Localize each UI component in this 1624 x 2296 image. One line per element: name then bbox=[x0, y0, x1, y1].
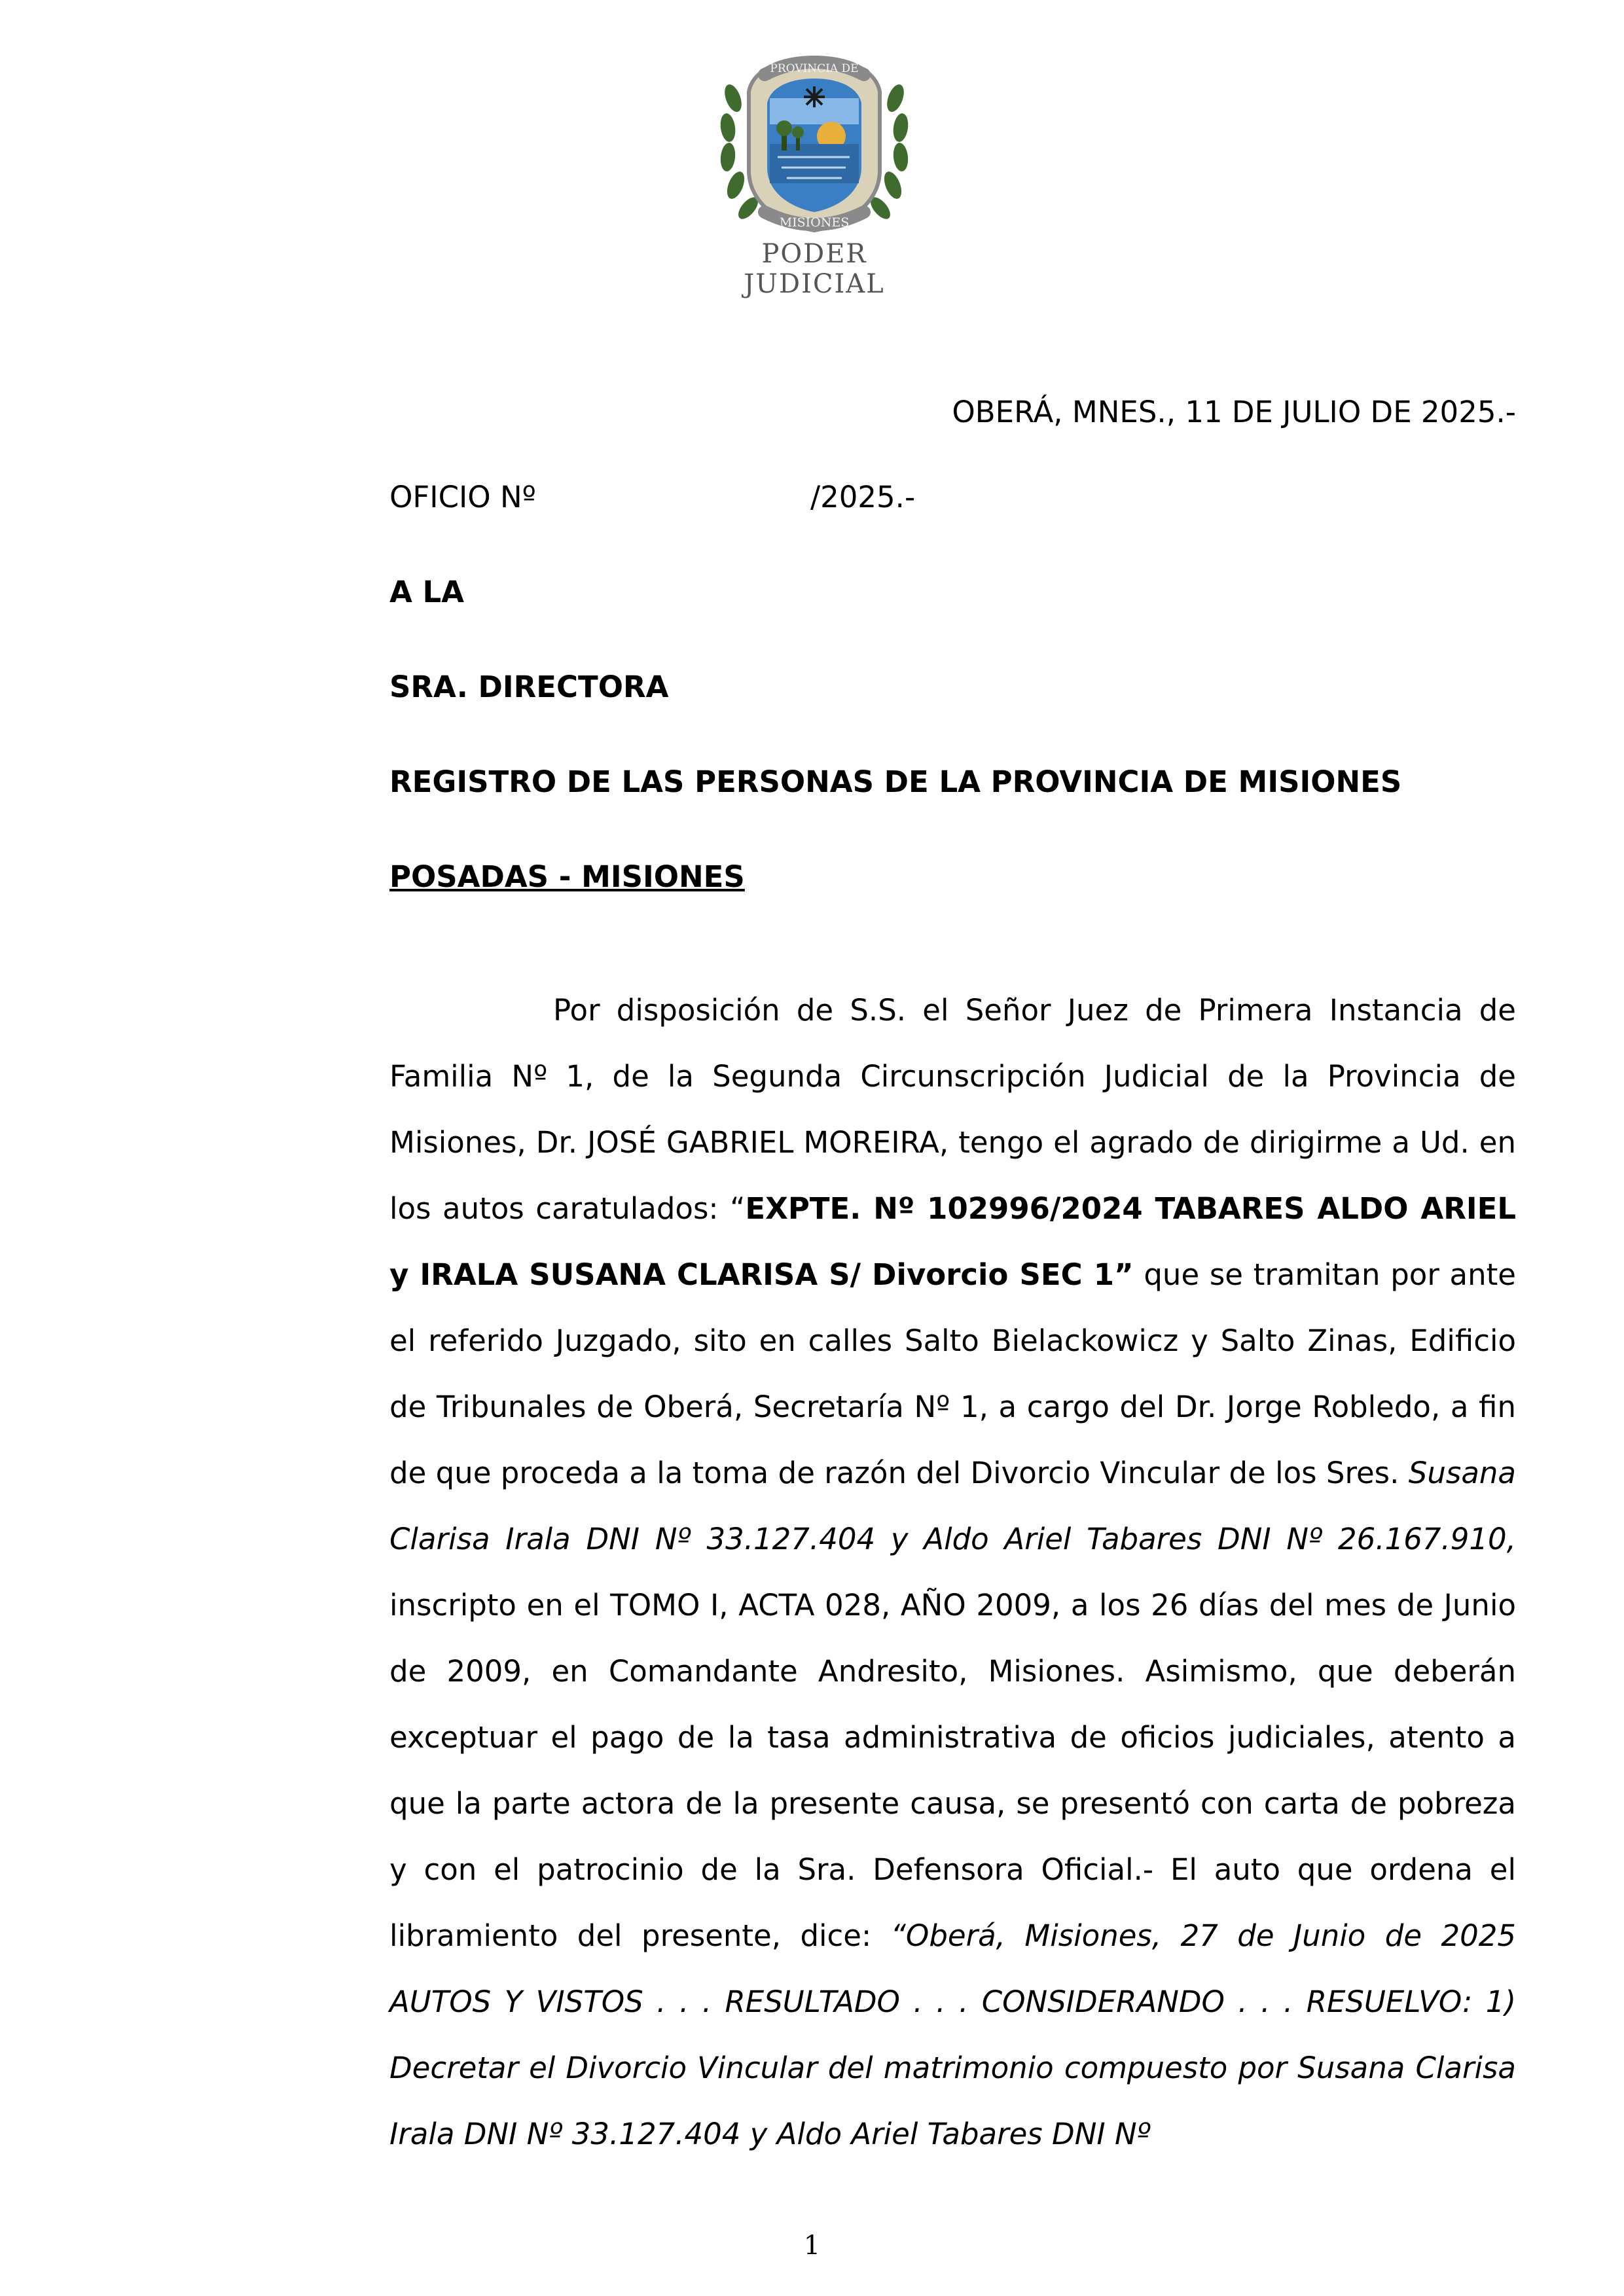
seal-top-text: PROVINCIA DE bbox=[770, 62, 859, 75]
body-text-1: Por disposición de S.S. el Señor Juez de Primera Instancia de Familia Nº 1, de la Segunda Circunscripción Judicial de la Provincia de Misiones, Dr. JOSÉ GABRIEL MOREIRA, tengo el agrado de dirigirme a Ud. en los autos caratulados: “ bbox=[389, 993, 1516, 1226]
addressee-line-4: POSADAS - MISIONES bbox=[389, 859, 745, 894]
page-number: 1 bbox=[803, 2231, 821, 2261]
oficio-number-label: OFICIO Nº bbox=[389, 480, 536, 514]
case-title: EXPTE. Nº 102996/2024 TABARES ALDO ARIEL y IRALA SUSANA CLARISA S/ Divorcio SEC 1” bbox=[389, 1191, 1516, 1292]
persons-identification: Susana Clarisa Irala DNI Nº 33.127.404 y Aldo Ariel Tabares DNI Nº 26.167.910, bbox=[389, 1456, 1516, 1556]
date-line: OBERÁ, MNES., 11 DE JULIO DE 2025.- bbox=[952, 395, 1516, 429]
institution-name: PODER JUDICIAL bbox=[744, 239, 885, 299]
poder-judicial-logo bbox=[719, 52, 910, 299]
body-text-2: que se tramitan por ante el referido Juzgado, sito en calles Salto Bielackowicz y Salto Zinas, Edificio de Tribunales de Oberá, Secretaría Nº 1, a cargo del Dr. Jorge Robledo, a fin de que proceda a la toma de razón del Divorcio Vincular de los Sres. bbox=[389, 1257, 1516, 1490]
resolution-quote: “Oberá, Misiones, 27 de Junio de 2025 AUTOS Y VISTOS . . . RESULTADO . . . CONSIDERANDO . . . RESUELVO: 1) Decretar el Divorcio Vincular del matrimonio compuesto por Susana Clarisa Irala DNI Nº 33.127.404 y Aldo Ariel Tabares DNI Nº bbox=[389, 1918, 1516, 2151]
provincia-misiones-seal bbox=[719, 52, 910, 236]
addressee-line-1: A LA bbox=[389, 575, 464, 609]
star-emblem-icon bbox=[804, 86, 825, 107]
addressee-line-3: REGISTRO DE LAS PERSONAS DE LA PROVINCIA DE MISIONES bbox=[389, 764, 1402, 799]
oficio-number-year: /2025.- bbox=[810, 480, 916, 514]
body-paragraph bbox=[389, 977, 1516, 2167]
seal-bottom-text: MISIONES bbox=[779, 215, 850, 230]
body-text-3: inscripto en el TOMO I, ACTA 028, AÑO 2009, a los 26 días del mes de Junio de 2009, en Comandante Andresito, Misiones. Asimismo, que deberán exceptuar el pago de la tasa administrativa de oficios judiciales, atento a que la parte actora de la presente causa, se presentó con carta de pobreza y con el patrocinio de la Sra. Defensora Oficial.- El auto que ordena el libramiento del presente, dice: bbox=[389, 1588, 1516, 1953]
addressee-line-2: SRA. DIRECTORA bbox=[389, 670, 669, 704]
